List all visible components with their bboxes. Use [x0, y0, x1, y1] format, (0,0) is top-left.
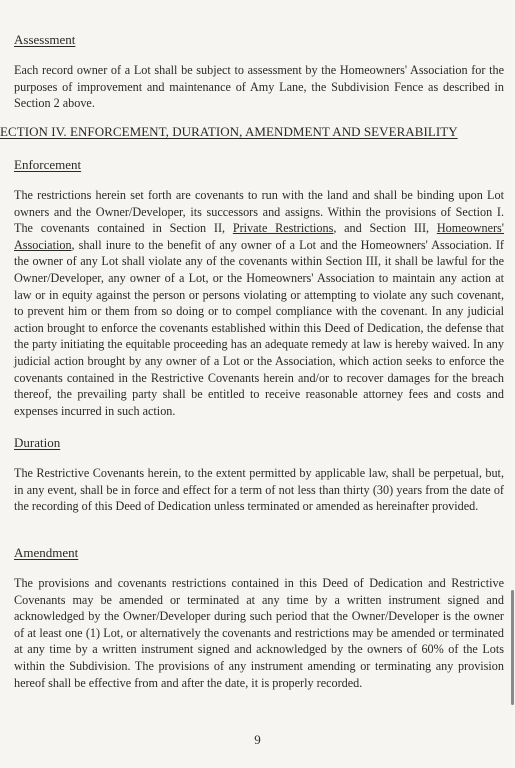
amendment-heading: Amendment	[14, 545, 79, 560]
duration-heading: Duration	[14, 435, 61, 450]
duration-section	[14, 435, 504, 515]
enforcement-text-3: , shall inure to the benefit of any owner of a Lot and the Homeowners' Association. If the owner of any Lot shall violate any of the covenants within Section III, it shall be lawful for the Owner/Developer, any owner of a Lot, or the Homeowners' Association to maintain any action at law or in equity against the person or persons violating or attempting to violate any such covenant, to prevent him or them from so doing or to compel compliance with the covenant. In any judicial action brought to enforce the covenants established within this Deed of Dedication, the defense that the party initiating the equitable proceeding has an adequate remedy at law is hereby waived. In any judicial action brought by any owner of a Lot or the Association, which action seeks to enforce the covenants contained in the Restrictive Covenants herein and/or to recover damages for the breach thereof, the prevailing party shall be entitled to receive reasonable attorney fees and costs and expenses incurred in such action.	[14, 237, 504, 418]
duration-paragraph: The Restrictive Covenants herein, to the extent permitted by applicable law, shall be perpetual, but, in any event, shall be in force and effect for a term of not less than thirty (30) years from the date of the recording of this Deed of Dedication unless terminated or amended as hereinafter provided.	[14, 466, 504, 514]
section-iv-title: ECTION IV. ENFORCEMENT, DURATION, AMENDMENT AND SEVERABILITY	[0, 124, 458, 139]
enforcement-text-1: The restrictions herein set forth are covenants to run with the land and shall be binding upon Lot owners and the Owner/Developer, its successors and assigns. Within the provisions of Section I. The covenants contained in Section II,	[14, 188, 504, 236]
enforcement-section	[14, 157, 504, 419]
assessment-paragraph: Each record owner of a Lot shall be subject to assessment by the Homeowners' Association for the purposes of improvement and maintenance of Amy Lane, the Subdivision Fence as described in Section 2 above.	[14, 63, 504, 111]
homeowners-association-ref: Homeowners' Association	[14, 221, 504, 252]
amendment-paragraph: The provisions and covenants restrictions contained in this Deed of Dedication and Restrictive Covenants may be amended or terminated at any time by a written instrument signed and acknowledged by the Owner/Developer during such period that the Owner/Developer is the owner of at least one (1) Lot, or alternatively the covenants and restrictions may be amended or terminated at any time by a written instrument signed and acknowledged by the owners of 60% of the Lots within the Subdivision. The provisions of any instrument amending or terminating any provision hereof shall be effective from and after the date, it is properly recorded.	[14, 576, 504, 690]
assessment-heading: Assessment	[14, 32, 76, 47]
amendment-section	[14, 545, 504, 691]
private-restrictions-ref: Private Restrictions	[232, 221, 334, 236]
enforcement-paragraph	[14, 187, 504, 419]
enforcement-text-2: , and Section III,	[333, 221, 437, 236]
assessment-section	[14, 32, 504, 112]
scrollbar-thumb[interactable]	[511, 590, 514, 705]
page-number: 9	[254, 732, 261, 747]
enforcement-heading: Enforcement	[14, 157, 82, 172]
